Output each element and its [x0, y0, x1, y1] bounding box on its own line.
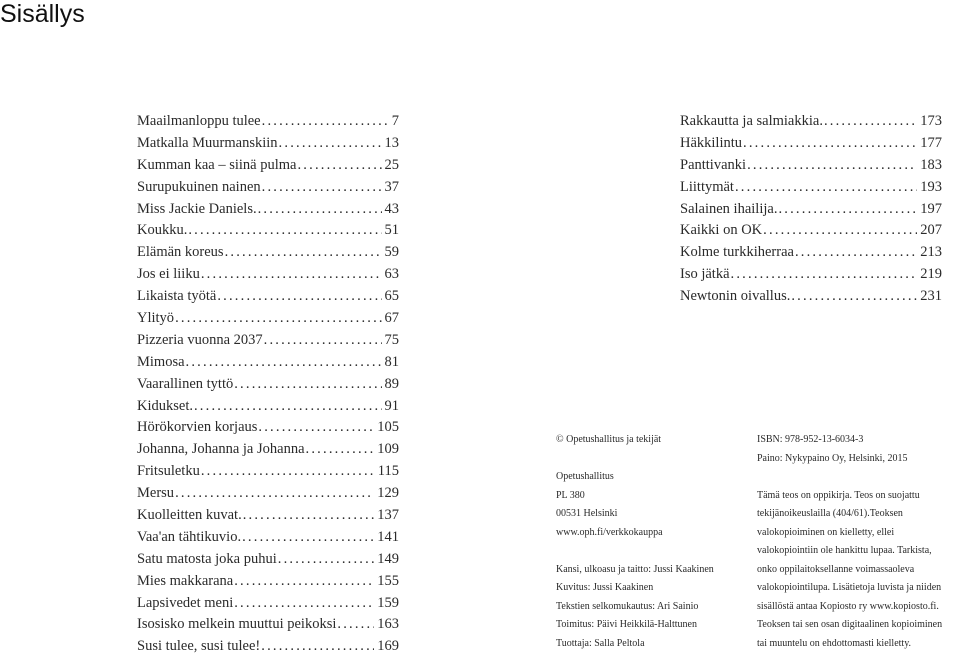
toc-entry-page: 159 — [377, 594, 399, 611]
toc-entry-page: 137 — [377, 507, 399, 524]
credit-line: Tuottaja: Salla Peltola — [556, 637, 645, 649]
toc-leader-dots — [194, 398, 382, 415]
toc-entry-page: 67 — [384, 310, 399, 327]
toc-entry-page: 169 — [377, 638, 399, 655]
toc-entry — [137, 573, 399, 595]
toc-leader-dots — [264, 332, 382, 349]
copyright-line: © Opetushallitus ja tekijät — [556, 434, 662, 445]
toc-entry — [680, 157, 942, 179]
toc-leader-dots — [791, 288, 917, 305]
toc-entry — [137, 398, 399, 420]
toc-entry-page: 51 — [384, 222, 399, 239]
toc-entry-page: 177 — [920, 134, 942, 151]
toc-entry-title: Johanna, Johanna ja Johanna — [137, 441, 305, 458]
toc-entry-page: 173 — [920, 113, 942, 129]
toc-entry — [680, 113, 942, 135]
toc-entry-page: 63 — [384, 266, 399, 283]
publisher-postal: 00531 Helsinki — [556, 508, 618, 519]
toc-entry-title: Lapsivedet meni — [137, 594, 234, 611]
toc-entry-title: Kuolleitten kuvat. — [137, 507, 242, 524]
toc-leader-dots — [795, 244, 917, 261]
toc-left-column — [137, 113, 399, 660]
toc-entry-page: 183 — [920, 156, 942, 173]
notice-line: valokopiointiin ole hankittu lupaa. Tarkista, — [757, 545, 932, 556]
toc-leader-dots — [243, 507, 375, 524]
toc-leader-dots — [731, 266, 918, 283]
toc-entry — [137, 376, 399, 398]
toc-entry — [680, 222, 942, 244]
toc-entry-title: Vaa'an tähtikuvio. — [137, 528, 242, 545]
toc-entry-title: Mimosa — [137, 353, 185, 370]
toc-entry-page: 25 — [384, 156, 399, 173]
toc-entry-title: Satu matosta joka puhui — [137, 550, 277, 567]
toc-entry — [680, 135, 942, 157]
toc-entry-page: 141 — [377, 528, 399, 545]
toc-entry-page: 7 — [391, 113, 399, 129]
toc-leader-dots — [258, 201, 382, 218]
page-title: Sisällys — [0, 0, 85, 28]
toc-entry-page: 43 — [384, 200, 399, 217]
publisher-po-box: PL 380 — [556, 489, 585, 501]
toc-entry-title: Rakkautta ja salmiakkia. — [680, 113, 823, 129]
toc-entry — [680, 201, 942, 223]
toc-leader-dots — [186, 354, 382, 371]
toc-leader-dots — [175, 485, 374, 502]
toc-entry-page: 115 — [377, 463, 399, 480]
toc-leader-dots — [234, 595, 374, 612]
toc-entry-title: Hörökorvien korjaus — [137, 419, 258, 436]
toc-entry-page: 155 — [377, 572, 399, 589]
toc-entry-page: 213 — [920, 244, 942, 261]
toc-entry — [680, 244, 942, 266]
toc-entry-title: Newtonin oivallus. — [680, 288, 791, 305]
notice-line: valokopioiminen on kielletty, ellei — [757, 526, 895, 538]
toc-entry — [137, 529, 399, 551]
notice-line: onko oppilaitoksellanne voimassaoleva — [757, 563, 915, 575]
toc-entry-title: Mies makkarana — [137, 572, 234, 589]
toc-entry-page: 197 — [920, 200, 942, 217]
toc-entry-title: Isosisko melkein muuttui peikoksi — [137, 616, 337, 633]
toc-right-column — [680, 113, 942, 310]
toc-entry-title: Kumman kaa – siinä pulma — [137, 156, 297, 173]
toc-entry — [137, 507, 399, 529]
toc-entry-page: 219 — [920, 266, 942, 283]
toc-leader-dots — [297, 157, 381, 174]
toc-leader-dots — [234, 376, 381, 393]
toc-entry-title: Iso jätkä — [680, 266, 730, 283]
toc-entry-title: Vaarallinen tyttö — [137, 375, 234, 392]
toc-entry — [137, 354, 399, 376]
toc-entry-page: 59 — [384, 244, 399, 261]
toc-entry-title: Kidukset. — [137, 397, 193, 414]
toc-entry-page: 163 — [377, 616, 399, 633]
toc-leader-dots — [278, 551, 375, 568]
toc-entry-title: Koukku. — [137, 222, 188, 239]
toc-entry-page: 109 — [377, 441, 399, 458]
imprint-right — [757, 431, 957, 653]
toc-entry-title: Kaikki on OK — [680, 222, 763, 239]
toc-entry-title: Miss Jackie Daniels. — [137, 200, 257, 217]
printer-line: Paino: Nykypaino Oy, Helsinki, 2015 — [757, 452, 908, 464]
toc-entry — [137, 551, 399, 573]
toc-entry-page: 105 — [377, 419, 399, 436]
toc-entry — [137, 332, 399, 354]
toc-leader-dots — [778, 201, 917, 218]
toc-entry — [137, 595, 399, 617]
toc-entry-page: 91 — [384, 397, 399, 414]
toc-entry-title: Elämän koreus — [137, 244, 224, 261]
credit-line: Kansi, ulkoasu ja taitto: Jussi Kaakinen — [556, 563, 714, 575]
toc-entry-page: 13 — [384, 134, 399, 151]
toc-entry-page: 37 — [384, 178, 399, 195]
toc-leader-dots — [217, 288, 381, 305]
toc-entry — [137, 638, 399, 660]
toc-leader-dots — [261, 638, 374, 655]
toc-entry-title: Panttivanki — [680, 156, 747, 173]
toc-entry-title: Jos ei liiku — [137, 266, 200, 283]
toc-entry — [137, 310, 399, 332]
toc-entry-title: Likaista työtä — [137, 288, 217, 305]
toc-entry-page: 231 — [920, 288, 942, 305]
notice-line: valokopiointilupa. Lisätietoja luvista ja niiden — [757, 582, 942, 593]
toc-leader-dots — [188, 222, 381, 239]
toc-entry — [137, 244, 399, 266]
toc-entry-page: 75 — [384, 331, 399, 348]
toc-entry — [137, 201, 399, 223]
toc-leader-dots — [234, 573, 374, 590]
toc-leader-dots — [763, 222, 917, 239]
credit-line: Kuvitus: Jussi Kaakinen — [556, 582, 654, 593]
toc-entry — [137, 222, 399, 244]
toc-leader-dots — [201, 266, 382, 283]
toc-entry-title: Maailmanloppu tulee — [137, 113, 261, 129]
credit-line: Toimitus: Päivi Heikkilä-Halttunen — [556, 619, 697, 630]
toc-entry-title: Surupukuinen nainen — [137, 178, 261, 195]
publisher-name: Opetushallitus — [556, 471, 614, 482]
toc-entry-title: Ylityö — [137, 310, 175, 327]
toc-entry — [137, 616, 399, 638]
toc-entry-title: Häkkilintu — [680, 134, 743, 151]
notice-line: tai muuntelu on ehdottomasti kielletty. — [757, 637, 912, 649]
toc-entry-page: 129 — [377, 485, 399, 502]
toc-leader-dots — [175, 310, 381, 327]
isbn-line: ISBN: 978-952-13-6034-3 — [757, 434, 864, 445]
toc-entry — [137, 266, 399, 288]
toc-leader-dots — [225, 244, 382, 261]
toc-entry-page: 65 — [384, 288, 399, 305]
toc-entry — [137, 179, 399, 201]
toc-entry — [680, 288, 942, 310]
toc-leader-dots — [735, 179, 917, 196]
toc-entry — [137, 485, 399, 507]
toc-entry-page: 89 — [384, 375, 399, 392]
toc-leader-dots — [824, 113, 917, 130]
toc-entry — [137, 135, 399, 157]
toc-entry-page: 193 — [920, 178, 942, 195]
toc-entry — [137, 419, 399, 441]
toc-entry-page: 149 — [377, 550, 399, 567]
toc-entry-title: Liittymät — [680, 178, 734, 195]
toc-entry — [137, 113, 399, 135]
notice-line: sisällöstä antaa Kopiosto ry www.kopiosto.fi. — [757, 600, 939, 612]
toc-leader-dots — [258, 419, 374, 436]
toc-entry-page: 207 — [920, 222, 942, 239]
toc-leader-dots — [337, 616, 374, 633]
toc-entry — [137, 441, 399, 463]
toc-leader-dots — [262, 179, 382, 196]
toc-leader-dots — [306, 441, 375, 458]
toc-entry-title: Fritsuletku — [137, 463, 200, 480]
toc-entry-title: Matkalla Muurmanskiin — [137, 134, 278, 151]
toc-entry — [137, 157, 399, 179]
toc-entry — [137, 288, 399, 310]
toc-entry — [680, 179, 942, 201]
toc-leader-dots — [262, 113, 389, 130]
credit-line: Tekstien selkomukautus: Ari Sainio — [556, 600, 699, 612]
toc-entry-title: Kolme turkkiherraa — [680, 244, 794, 261]
notice-line: Teoksen tai sen osan digitaalinen kopioiminen — [757, 619, 943, 630]
toc-entry-title: Mersu — [137, 485, 175, 502]
toc-leader-dots — [279, 135, 382, 152]
toc-entry — [680, 266, 942, 288]
toc-entry — [137, 463, 399, 485]
publisher-web: www.oph.fi/verkkokauppa — [556, 526, 663, 538]
toc-entry-title: Pizzeria vuonna 2037 — [137, 331, 263, 348]
toc-entry-title: Susi tulee, susi tulee! — [137, 638, 261, 655]
toc-leader-dots — [242, 529, 374, 546]
toc-leader-dots — [747, 157, 917, 174]
imprint-left — [556, 431, 746, 653]
toc-entry-title: Salainen ihailija. — [680, 200, 778, 217]
notice-line: tekijänoikeuslailla (404/61).Teoksen — [757, 508, 903, 519]
notice-line: Tämä teos on oppikirja. Teos on suojattu — [757, 489, 920, 501]
toc-leader-dots — [743, 135, 917, 152]
toc-leader-dots — [201, 463, 375, 480]
toc-entry-page: 81 — [384, 353, 399, 370]
